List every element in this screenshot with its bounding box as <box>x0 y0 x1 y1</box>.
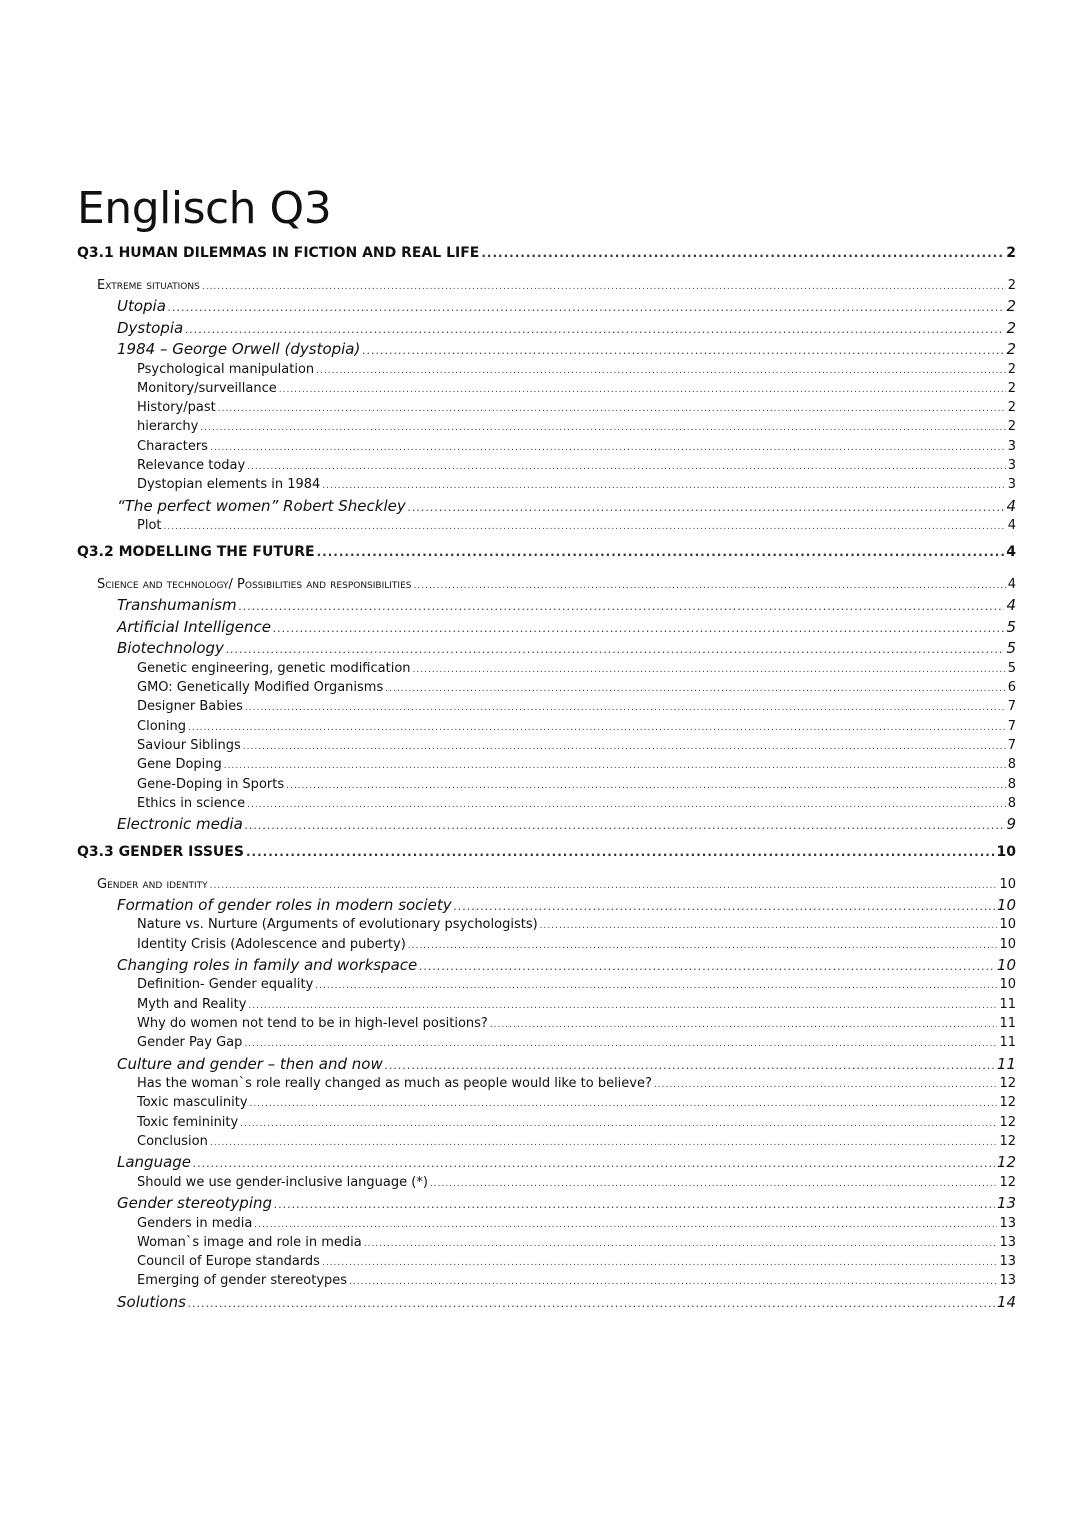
toc-dot-leader <box>385 1055 995 1073</box>
toc-dot-leader <box>316 362 1006 377</box>
toc-page-number: 2 <box>1007 361 1016 377</box>
toc-dot-leader <box>248 997 997 1012</box>
toc-entry-level-3[interactable] <box>77 815 1016 837</box>
toc-entry-title: History/past <box>137 400 216 416</box>
toc-entry-level-3[interactable] <box>77 497 1016 519</box>
toc-page-number: 3 <box>1007 477 1016 493</box>
toc-entry-title: “The perfect women” Robert Sheckley <box>117 496 406 515</box>
toc-entry-level-3[interactable] <box>77 896 1016 918</box>
toc-entry-level-1[interactable] <box>77 844 1016 865</box>
toc-entry-level-1[interactable] <box>77 544 1016 565</box>
toc-entry-level-4[interactable] <box>77 1095 1016 1114</box>
toc-entry-level-4[interactable] <box>77 1076 1016 1095</box>
toc-dot-leader <box>243 738 1006 753</box>
toc-dot-leader <box>224 757 1006 772</box>
toc-entry-level-2[interactable] <box>77 877 1016 896</box>
table-of-contents <box>77 245 1016 1314</box>
toc-page-number: 12 <box>996 1153 1016 1172</box>
toc-page-number: 2 <box>1006 245 1016 261</box>
toc-page-number: 5 <box>1006 639 1016 658</box>
toc-dot-leader <box>654 1076 998 1091</box>
toc-entry-level-4[interactable] <box>77 1016 1016 1035</box>
toc-dot-leader <box>193 1153 995 1171</box>
toc-entry-title: Woman`s image and role in media <box>137 1234 362 1250</box>
toc-entry-level-3[interactable] <box>77 618 1016 640</box>
toc-dot-leader <box>540 917 998 932</box>
toc-entry-title: Language <box>117 1153 192 1172</box>
toc-page-number: 12 <box>999 1114 1016 1130</box>
toc-entry-level-4[interactable] <box>77 1216 1016 1235</box>
toc-entry-level-4[interactable] <box>77 1175 1016 1194</box>
toc-page-number: 11 <box>999 1015 1016 1031</box>
toc-dot-leader <box>286 777 1006 792</box>
toc-page-number: 12 <box>999 1174 1016 1190</box>
toc-page-number: 2 <box>1006 318 1016 337</box>
toc-entry-title: 1984 – George Orwell (dystopia) <box>117 340 361 358</box>
toc-page-number: 13 <box>999 1254 1016 1270</box>
toc-dot-leader <box>244 1035 997 1050</box>
toc-entry-title: Gene Doping <box>137 757 222 773</box>
toc-entry-level-4[interactable] <box>77 977 1016 996</box>
toc-dot-leader <box>210 1134 998 1149</box>
toc-entry-title: Myth and Reality <box>137 996 247 1012</box>
toc-page-number: 11 <box>999 1035 1016 1051</box>
toc-page-number: 10 <box>999 977 1016 993</box>
toc-entry-level-3[interactable] <box>77 956 1016 978</box>
toc-entry-title: Extreme situations <box>97 278 200 293</box>
toc-entry-level-4[interactable] <box>77 400 1016 419</box>
toc-entry-title: Identity Crisis (Adolescence and puberty) <box>137 936 406 952</box>
toc-dot-leader <box>245 815 1005 833</box>
toc-dot-leader <box>481 245 1004 261</box>
toc-entry-level-4[interactable] <box>77 419 1016 438</box>
toc-page-number: 7 <box>1007 718 1016 734</box>
toc-dot-leader <box>317 544 1005 560</box>
toc-page-number: 2 <box>1007 419 1016 435</box>
toc-entry-title: Council of Europe standards <box>137 1254 320 1270</box>
toc-page-number: 14 <box>996 1292 1016 1311</box>
toc-dot-leader <box>349 1273 997 1288</box>
toc-page-number: 12 <box>999 1095 1016 1111</box>
toc-dot-leader <box>385 680 1005 695</box>
toc-dot-leader <box>240 1115 997 1130</box>
toc-entry-title: Psychological manipulation <box>137 361 315 377</box>
toc-dot-leader <box>239 596 1005 614</box>
toc-entry-level-4[interactable] <box>77 1254 1016 1273</box>
toc-entry-level-4[interactable] <box>77 439 1016 458</box>
toc-entry-level-4[interactable] <box>77 362 1016 381</box>
toc-page-number: 8 <box>1007 757 1016 773</box>
toc-dot-leader <box>218 400 1006 415</box>
toc-entry-title: Designer Babies <box>137 699 243 715</box>
toc-dot-leader <box>226 639 1005 657</box>
toc-entry-level-3[interactable] <box>77 596 1016 618</box>
toc-dot-leader <box>430 1175 998 1190</box>
toc-entry-title: Dystopia <box>117 318 184 337</box>
toc-page-number: 8 <box>1007 795 1016 811</box>
toc-page-number: 2 <box>1006 297 1016 315</box>
toc-dot-leader <box>419 956 995 974</box>
toc-page-number: 12 <box>999 1133 1016 1149</box>
toc-entry-title: Ethics in science <box>137 795 246 811</box>
toc-dot-leader <box>245 699 1006 714</box>
toc-dot-leader <box>246 844 995 860</box>
toc-entry-level-4[interactable] <box>77 661 1016 680</box>
toc-dot-leader <box>274 1194 995 1212</box>
toc-entry-title: Monitory/surveillance <box>137 380 277 396</box>
toc-dot-leader <box>164 518 1006 533</box>
toc-entry-level-3[interactable] <box>77 1153 1016 1175</box>
toc-entry-level-4[interactable] <box>77 1134 1016 1153</box>
toc-entry-title: Q3.2 MODELLING THE FUTURE <box>77 544 315 561</box>
toc-entry-title: Science and technology/ Possibilities and responsibilities <box>97 577 412 593</box>
toc-page-number: 4 <box>1007 577 1016 593</box>
toc-entry-title: Toxic masculinity <box>137 1095 248 1111</box>
toc-page-number: 10 <box>999 917 1016 933</box>
toc-page-number: 13 <box>996 1194 1016 1213</box>
toc-dot-leader <box>247 458 1006 473</box>
toc-entry-title: Solutions <box>117 1292 186 1311</box>
toc-entry-level-4[interactable] <box>77 796 1016 815</box>
toc-page-number: 11 <box>996 1054 1016 1073</box>
toc-dot-leader <box>188 1293 995 1311</box>
toc-page-number: 13 <box>999 1234 1016 1250</box>
toc-page-number: 5 <box>1006 617 1016 636</box>
toc-entry-title: Q3.1 HUMAN DILEMMAS IN FICTION AND REAL LIFE <box>77 245 480 261</box>
toc-dot-leader <box>362 340 1004 358</box>
toc-page-number: 6 <box>1007 680 1016 696</box>
document-title: Englisch Q3 <box>77 183 332 234</box>
toc-entry-level-3[interactable] <box>77 297 1016 319</box>
toc-dot-leader <box>364 1235 998 1250</box>
toc-dot-leader <box>200 419 1005 434</box>
toc-entry-title: Nature vs. Nurture (Arguments of evolutionary psychologists) <box>137 917 538 933</box>
toc-entry-level-3[interactable] <box>77 639 1016 661</box>
toc-entry-title: Transhumanism <box>117 596 237 615</box>
toc-entry-title: Characters <box>137 438 208 454</box>
toc-dot-leader <box>408 497 1005 515</box>
toc-entry-level-4[interactable] <box>77 518 1016 537</box>
toc-entry-level-4[interactable] <box>77 381 1016 400</box>
toc-dot-leader <box>454 896 995 914</box>
toc-entry-title: Gender Pay Gap <box>137 1035 243 1051</box>
toc-dot-leader <box>250 1095 998 1110</box>
toc-entry-level-4[interactable] <box>77 477 1016 496</box>
toc-dot-leader <box>279 381 1006 396</box>
toc-page-number: 13 <box>999 1215 1016 1231</box>
toc-page-number: 4 <box>1006 596 1016 615</box>
toc-entry-level-4[interactable] <box>77 997 1016 1016</box>
toc-entry-level-4[interactable] <box>77 458 1016 477</box>
toc-dot-leader <box>168 297 1005 315</box>
toc-page-number: 3 <box>1007 438 1016 454</box>
toc-dot-leader <box>322 477 1005 492</box>
toc-dot-leader <box>202 278 1006 293</box>
toc-entry-level-4[interactable] <box>77 680 1016 699</box>
toc-dot-leader <box>408 937 998 952</box>
toc-entry-title: Changing roles in family and workspace <box>117 955 418 974</box>
toc-entry-level-3[interactable] <box>77 340 1016 362</box>
toc-dot-leader <box>254 1216 997 1231</box>
toc-entry-title: Gender and identity <box>97 876 208 892</box>
toc-entry-title: Gene-Doping in Sports <box>137 776 285 792</box>
toc-entry-level-4[interactable] <box>77 699 1016 718</box>
toc-entry-title: Q3.3 GENDER ISSUES <box>77 843 244 860</box>
toc-dot-leader <box>322 1254 997 1269</box>
toc-page-number: 5 <box>1007 660 1016 676</box>
toc-page-number: 13 <box>999 1273 1016 1289</box>
toc-entry-level-4[interactable] <box>77 1273 1016 1292</box>
toc-page-number: 4 <box>1007 518 1016 534</box>
toc-entry-title: Cloning <box>137 718 186 734</box>
toc-dot-leader <box>273 618 1004 636</box>
toc-page-number: 10 <box>999 936 1016 952</box>
toc-page-number: 12 <box>999 1076 1016 1092</box>
toc-entry-title: Relevance today <box>137 457 246 473</box>
toc-page-number: 4 <box>1006 544 1016 561</box>
toc-entry-title: Genetic engineering, genetic modification <box>137 660 411 676</box>
toc-entry-title: Formation of gender roles in modern society <box>117 895 452 914</box>
toc-page-number: 10 <box>996 955 1016 974</box>
toc-entry-title: Toxic femininity <box>137 1114 239 1130</box>
toc-entry-level-4[interactable] <box>77 719 1016 738</box>
toc-entry-title: Artificial Intelligence <box>117 617 271 636</box>
toc-entry-title: Emerging of gender stereotypes <box>137 1273 348 1289</box>
toc-entry-level-3[interactable] <box>77 1055 1016 1077</box>
toc-entry-level-4[interactable] <box>77 1115 1016 1134</box>
toc-entry-level-3[interactable] <box>77 319 1016 341</box>
toc-entry-level-2[interactable] <box>77 577 1016 596</box>
toc-entry-title: Gender stereotyping <box>117 1194 273 1213</box>
toc-page-number: 10 <box>996 843 1016 860</box>
toc-entry-title: hierarchy <box>137 419 199 435</box>
toc-entry-level-4[interactable] <box>77 757 1016 776</box>
toc-dot-leader <box>413 577 1005 592</box>
toc-entry-title: GMO: Genetically Modified Organisms <box>137 680 384 696</box>
toc-entry-title: Electronic media <box>117 815 243 834</box>
toc-page-number: 2 <box>1006 340 1016 358</box>
toc-entry-level-3[interactable] <box>77 1194 1016 1216</box>
toc-page-number: 3 <box>1007 457 1016 473</box>
toc-page-number: 2 <box>1007 400 1016 416</box>
toc-entry-title: Genders in media <box>137 1215 253 1231</box>
toc-entry-level-2[interactable] <box>77 278 1016 297</box>
toc-entry-title: Biotechnology <box>117 639 224 658</box>
toc-page-number: 10 <box>999 876 1016 892</box>
toc-dot-leader <box>210 877 998 892</box>
toc-dot-leader <box>247 796 1006 811</box>
toc-page-number: 7 <box>1007 699 1016 715</box>
toc-entry-level-4[interactable] <box>77 738 1016 757</box>
toc-dot-leader <box>490 1016 998 1031</box>
toc-entry-title: Definition- Gender equality <box>137 977 314 993</box>
toc-page-number: 10 <box>996 895 1016 914</box>
toc-entry-title: Saviour Siblings <box>137 738 241 754</box>
toc-entry-level-4[interactable] <box>77 1035 1016 1054</box>
toc-page-number: 2 <box>1007 380 1016 396</box>
toc-dot-leader <box>185 319 1004 337</box>
toc-dot-leader <box>315 977 997 992</box>
toc-entry-title: Utopia <box>117 297 166 315</box>
toc-dot-leader <box>188 719 1006 734</box>
toc-entry-level-4[interactable] <box>77 1235 1016 1254</box>
toc-entry-title: Has the woman`s role really changed as much as people would like to believe? <box>137 1076 652 1092</box>
toc-page-number: 11 <box>999 996 1016 1012</box>
toc-entry-level-4[interactable] <box>77 917 1016 936</box>
toc-page-number: 9 <box>1006 815 1016 834</box>
toc-entry-title: Dystopian elements in 1984 <box>137 477 321 493</box>
toc-dot-leader <box>210 439 1006 454</box>
toc-page-number: 2 <box>1007 278 1016 293</box>
toc-entry-level-4[interactable] <box>77 777 1016 796</box>
toc-entry-level-3[interactable] <box>77 1293 1016 1315</box>
toc-page-number: 7 <box>1007 738 1016 754</box>
toc-entry-title: Should we use gender-inclusive language (*) <box>137 1174 428 1190</box>
toc-entry-title: Why do women not tend to be in high-level positions? <box>137 1015 488 1031</box>
toc-page-number: 4 <box>1006 496 1016 515</box>
toc-entry-title: Conclusion <box>137 1133 208 1149</box>
toc-entry-level-1[interactable] <box>77 245 1016 266</box>
toc-page-number: 8 <box>1007 776 1016 792</box>
toc-entry-title: Plot <box>137 518 162 534</box>
toc-dot-leader <box>413 661 1006 676</box>
toc-entry-title: Culture and gender – then and now <box>117 1054 383 1073</box>
toc-entry-level-4[interactable] <box>77 937 1016 956</box>
